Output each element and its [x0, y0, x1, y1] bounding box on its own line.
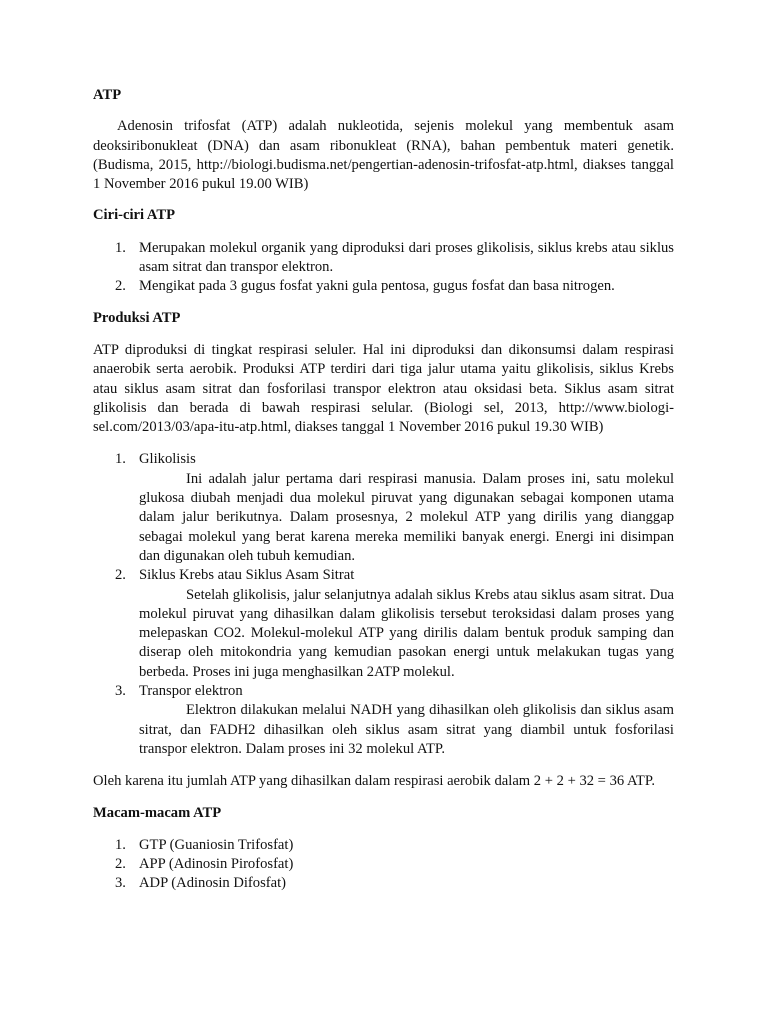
list-number: 2.: [115, 567, 126, 584]
list-item: [93, 836, 674, 855]
list-item-title: Transpor elektron: [139, 683, 243, 700]
list-item-text: APP (Adinosin Pirofosfat): [139, 856, 294, 873]
section-heading-macam: Macam-macam ATP: [93, 804, 222, 821]
list-item-text: ADP (Adinosin Difosfat): [139, 875, 287, 892]
produksi-paragraph: ATP diproduksi di tingkat respirasi seluler. Hal ini diproduksi dan dikonsumsi dalam respirasi anaerobik serta aerobik. Produksi ATP terdiri dari tiga jalur utama yaitu glikolisis, siklus Krebs atau siklus asam sitrat dan fosforilasi transpor elektron atau oksidasi beta. Siklus asam sitrat glikolisis dan berada di bawah respirasi selular. (Biologi sel, 2013, http://www.biologi-sel.com/2013/03/apa-itu-atp.html, diakses tanggal 1 November 2016 pukul 19.30 WIB): [93, 341, 674, 436]
list-item-text: GTP (Guaniosin Trifosfat): [139, 836, 294, 853]
list-number: 2.: [115, 856, 126, 873]
conclusion-paragraph: Oleh karena itu jumlah ATP yang dihasilkan dalam respirasi aerobik dalam 2 + 2 + 32 = 36 ATP.: [93, 773, 655, 790]
list-item-text: Mengikat pada 3 gugus fosfat yakni gula pentosa, gugus fosfat dan basa nitrogen.: [139, 278, 615, 295]
list-item-body: Setelah glikolisis, jalur selanjutnya adalah siklus Krebs atau siklus asam sitrat. Dua molekul piruvat yang dihasilkan dalam glikolisis tersebut teroksidasi dalam proses yang melepaskan CO2. Molekul-molekul ATP yang dirilis dalam bentuk produk samping dan diserap oleh mitokondria yang kemudian pasokan energi untuk melakukan tugas yang berbeda. Proses ini juga menghasilkan 2ATP molekul.: [139, 586, 674, 680]
list-item: [93, 855, 674, 874]
list-item: [93, 682, 674, 759]
list-number: 2.: [115, 278, 126, 295]
list-item-title: Glikolisis: [139, 451, 196, 468]
intro-paragraph: Adenosin trifosfat (ATP) adalah nukleotida, sejenis molekul yang membentuk asam deoksiribonukleat (DNA) dan asam ribonukleat (RNA), bahan pembentuk materi genetik. (Budisma, 2015, http://biologi.budisma.net/pengertian-adenosin-trifosfat-atp.html, diakses tanggal 1 November 2016 pukul 19.00 WIB): [93, 118, 674, 193]
list-item: [93, 239, 674, 278]
list-number: 1.: [115, 836, 126, 853]
list-number: 3.: [115, 683, 126, 700]
list-item: [93, 277, 674, 296]
list-item: [93, 566, 674, 682]
produksi-list: [93, 450, 674, 759]
page-title: ATP: [93, 87, 122, 103]
list-item-body: Ini adalah jalur pertama dari respirasi manusia. Dalam proses ini, satu molekul glukosa diubah menjadi dua molekul piruvat yang digunakan sebagai komponen utama dalam jalur berikutnya. Dalam prosesnya, 2 molekul ATP yang dirilis yang dianggap sebagai molekul yang berat karena mereka memiliki banyak energi. Energi ini disimpan dan digunakan oleh tubuh kemudian.: [139, 470, 674, 564]
section-heading-ciri: Ciri-ciri ATP: [93, 207, 175, 224]
list-item: [93, 874, 674, 893]
list-item-text: Merupakan molekul organik yang diproduksi dari proses glikolisis, siklus krebs atau siklus asam sitrat dan transpor elektron.: [139, 239, 674, 276]
list-item: [93, 450, 674, 566]
list-item-body: Elektron dilakukan melalui NADH yang dihasilkan oleh glikolisis dan siklus asam sitrat, dan FADH2 dihasilkan oleh siklus asam sitrat yang diambil untuk fosforilasi transpor elektron. Dalam proses ini 32 molekul ATP.: [139, 702, 674, 757]
ciri-list: [93, 239, 674, 297]
list-number: 3.: [115, 875, 126, 892]
macam-list: [93, 836, 674, 894]
list-item-title: Siklus Krebs atau Siklus Asam Sitrat: [139, 567, 355, 584]
list-number: 1.: [115, 451, 126, 468]
section-heading-produksi: Produksi ATP: [93, 309, 181, 326]
list-number: 1.: [115, 239, 126, 256]
